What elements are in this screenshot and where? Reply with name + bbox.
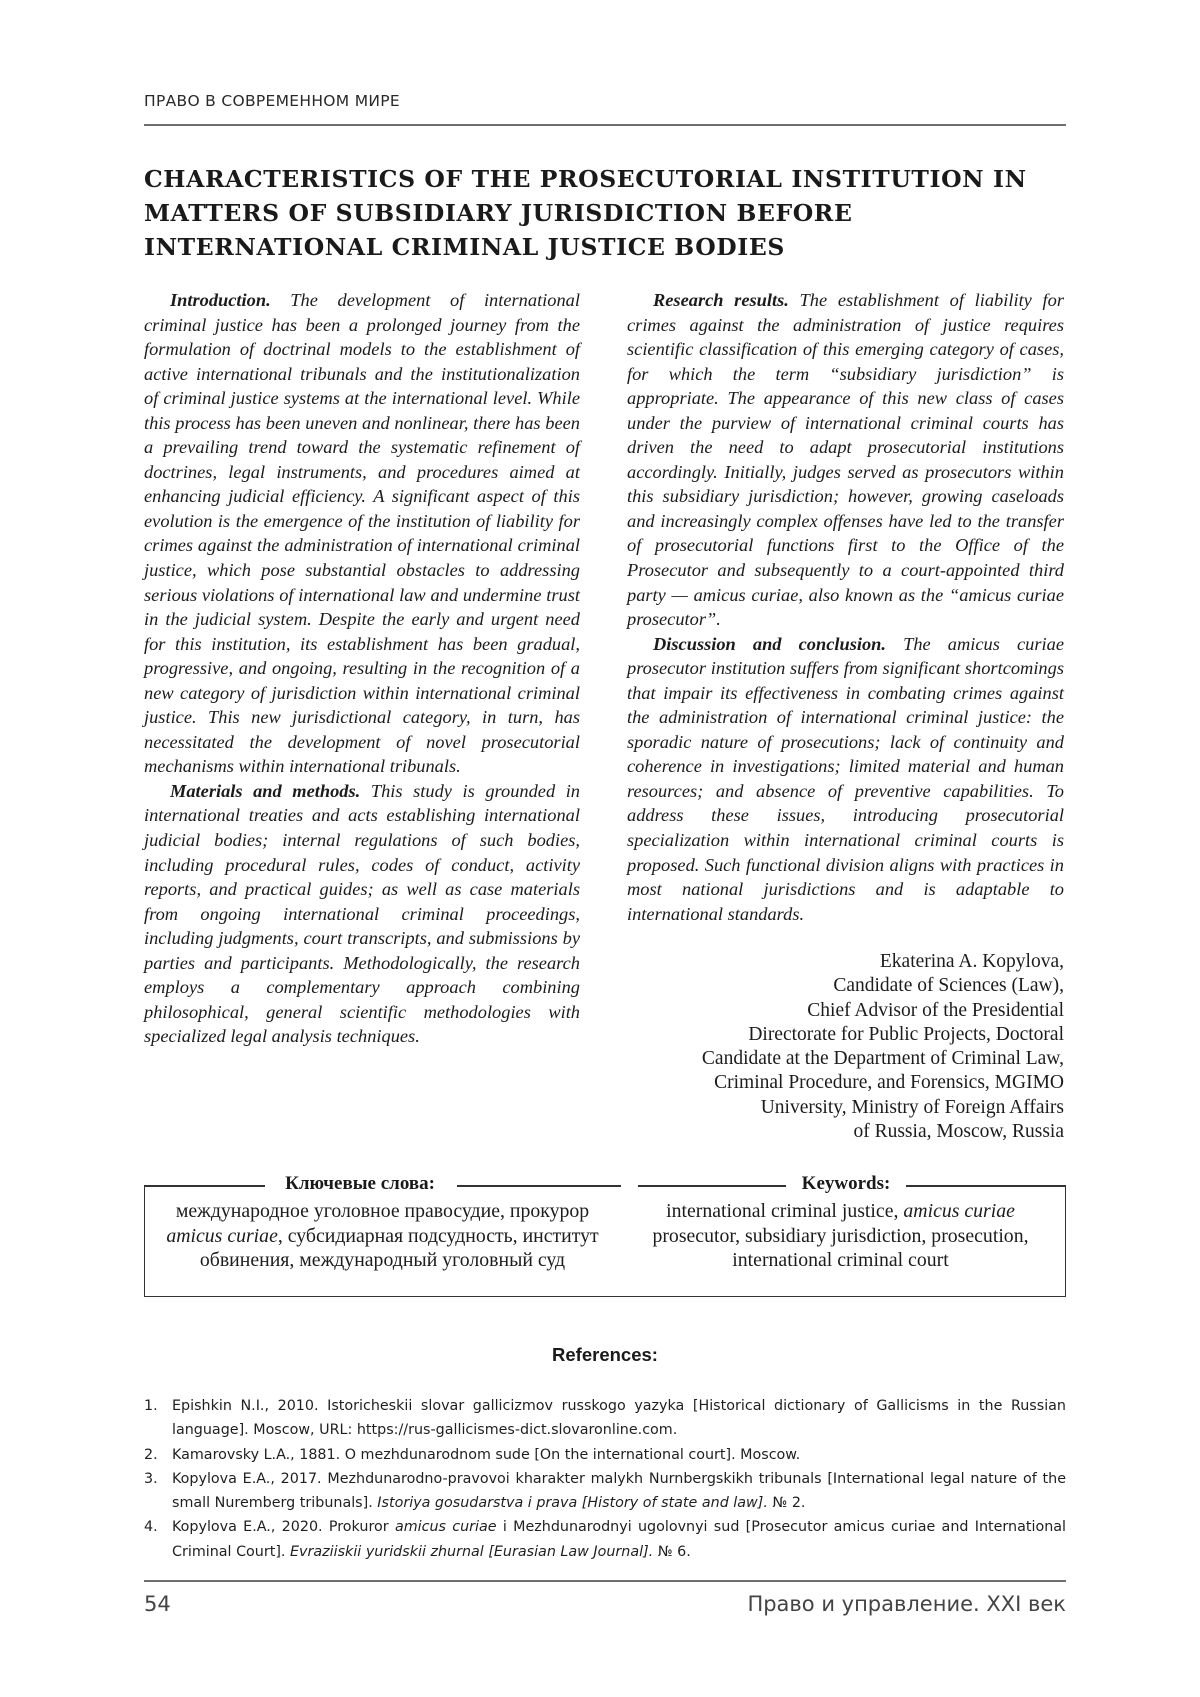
author-name: Ekaterina A. Kopylova, bbox=[879, 951, 1064, 972]
keywords-english-part: prosecutor, subsidiary jurisdiction, prosecution, international criminal court bbox=[652, 1224, 1029, 1271]
keywords-english-label: Keywords: bbox=[794, 1173, 899, 1194]
reference-source: Istoriya gosudarstva i prava [History of state and law]. bbox=[377, 1495, 768, 1512]
keywords-russian-italic: amicus curiae bbox=[166, 1224, 278, 1247]
footer-divider bbox=[144, 1580, 1066, 1582]
reference-text: Kopylova E.A., 2020. Prokuror bbox=[172, 1519, 395, 1536]
reference-item bbox=[144, 1467, 1066, 1516]
keywords-russian-label-wrap bbox=[145, 1172, 575, 1196]
journal-name: Право и управление. XXI век bbox=[747, 1592, 1066, 1616]
reference-item bbox=[144, 1394, 1066, 1443]
author-line: Criminal Procedure, and Forensics, MGIMO bbox=[714, 1072, 1064, 1094]
keywords-russian-text bbox=[153, 1199, 612, 1273]
reference-item bbox=[144, 1515, 1066, 1564]
keywords-english-italic: amicus curiae bbox=[903, 1200, 1015, 1222]
author-line: Directorate for Public Projects, Doctoral bbox=[748, 1023, 1064, 1045]
discussion-paragraph bbox=[627, 632, 1064, 927]
author-block bbox=[627, 950, 1064, 1144]
article-title: CHARACTERISTICS OF THE PROSECUTORIAL INSTITUTION IN MATTERS OF SUBSIDIARY JURISDICTION BEFORE INTERNATIONAL CRIMINAL JUSTICE BODIES bbox=[144, 165, 1027, 261]
reference-text: Epishkin N.I., 2010. Istoricheskii slovar gallicizmov russkogo yazyka [Historical dictionary of Gallicisms in the Russian language]. Moscow, URL: https://rus-gallicismes-dict.slovaronline.com. bbox=[172, 1398, 1066, 1439]
author-line: of Russia, Moscow, Russia bbox=[853, 1121, 1064, 1143]
author-line: Candidate of Sciences (Law), bbox=[833, 975, 1064, 997]
header-divider bbox=[144, 124, 1066, 126]
keywords-english-label-wrap bbox=[620, 1172, 1072, 1196]
results-lead: Research results. bbox=[653, 290, 789, 310]
reference-text: Kamarovsky L.A., 1881. O mezhdunarodnom sude [On the international court]. Moscow. bbox=[172, 1446, 801, 1463]
author-line: University, Ministry of Foreign Affairs bbox=[760, 1096, 1064, 1118]
reference-number: 3. bbox=[144, 1470, 158, 1487]
introduction-paragraph bbox=[144, 288, 580, 779]
reference-issue: № 2. bbox=[767, 1495, 806, 1512]
keywords-russian-part: , субсидиарная подсудность, институт обвинения, международный уголовный суд bbox=[199, 1224, 599, 1271]
results-text: The establishment of liability for crimes against the administration of justice requires scientific classification of this emerging category of cases, for which the term “subsidiary jurisdiction” is appropriate. The appearance of this new class of cases under the purview of international criminal courts has driven the need to adapt prosecutorial institutions accordingly. Initially, judges served as prosecutors within this subsidiary jurisdiction; however, growing caseloads and increasingly complex offenses have led to the transfer of prosecutorial functions first to the Office of the Prosecutor and subsequently to a court-appointed third party — amicus curiae, also known as the “amicus curiae prosecutor”. bbox=[627, 290, 1064, 630]
keywords-english-part: international criminal justice, bbox=[666, 1200, 904, 1222]
introduction-text: The development of international criminal justice has been a prolonged journey from the formulation of doctrinal models to the establishment of active international tribunals and the institutionalization of criminal justice systems at the international level. While this process has been uneven and nonlinear, there has been a prevailing trend toward the systematic refinement of doctrines, legal instruments, and procedures aimed at enhancing judicial efficiency. A significant aspect of this evolution is the emergence of the institution of liability for crimes against the administration of international criminal justice, which pose substantial obstacles to addressing serious violations of international law and undermine trust in the judicial system. Despite the early and urgent need for this institution, its establishment has been gradual, progressive, and ongoing, resulting in the recognition of a new category of jurisdiction within international criminal justice. This new jurisdictional category, in turn, has necessitated the development of novel prosecutorial mechanisms within international tribunals. bbox=[144, 290, 580, 777]
author-line: Candidate at the Department of Criminal Law, bbox=[701, 1048, 1064, 1070]
running-head: ПРАВО В СОВРЕМЕННОМ МИРЕ bbox=[144, 92, 401, 110]
author-line: Chief Advisor of the Presidential bbox=[807, 999, 1064, 1021]
results-paragraph bbox=[627, 288, 1064, 632]
reference-number: 4. bbox=[144, 1519, 158, 1536]
reference-text-cont: i Mezhdunarodnyi ugolovnyi sud [Prosecutor amicus curiae and International Criminal Court]. bbox=[172, 1519, 1066, 1560]
introduction-lead: Introduction. bbox=[170, 290, 271, 310]
reference-issue: № 6. bbox=[653, 1543, 691, 1560]
materials-paragraph bbox=[144, 779, 580, 1049]
reference-text: Kopylova E.A., 2017. Mezhdunarodno-pravovoi kharakter malykh Nurnbergskikh tribunals [International legal nature of the small Nuremberg tribunals]. bbox=[172, 1470, 1066, 1512]
keywords-russian-part: международное уголовное правосудие, прокурор bbox=[175, 1200, 590, 1222]
right-column bbox=[627, 288, 1064, 926]
keywords-english-text bbox=[634, 1199, 1047, 1273]
reference-source: Evraziiskii yuridskii zhurnal [Eurasian Law Journal]. bbox=[290, 1543, 654, 1560]
discussion-text: The amicus curiae prosecutor institution suffers from significant shortcomings that impair its effectiveness in combating crimes against the administration of international criminal justice: the sporadic nature of prosecutions; lack of continuity and coherence in investigations; limited material and human resources; and absence of preventive capabilities. To address these issues, introducing prosecutorial specialization within international criminal courts is proposed. Such functional division aligns with practices in most national jurisdictions and is adaptable to international standards. bbox=[627, 633, 1064, 924]
left-column bbox=[144, 288, 580, 1049]
page-number: 54 bbox=[144, 1592, 171, 1616]
keywords-russian-label: Ключевые слова: bbox=[277, 1173, 443, 1194]
reference-number: 2. bbox=[144, 1446, 158, 1463]
keywords-english-box bbox=[620, 1173, 1066, 1297]
reference-number: 1. bbox=[144, 1398, 158, 1414]
references-list bbox=[144, 1394, 1066, 1564]
reference-italic: amicus curiae bbox=[394, 1519, 497, 1536]
reference-item bbox=[144, 1443, 1066, 1467]
discussion-lead: Discussion and conclusion. bbox=[653, 633, 886, 654]
references-title: References: bbox=[552, 1344, 658, 1365]
materials-text: This study is grounded in international treaties and acts establishing international judicial bodies; internal regulations of such bodies, including procedural rules, codes of conduct, activity reports, and practical guides; as well as case materials from ongoing international criminal proceedings, including judgments, court transcripts, and submissions by parties and participants. Methodologically, the research employs a complementary approach combining philosophical, general scientific methodologies with specialized legal analysis techniques. bbox=[144, 780, 581, 1047]
keywords-russian-box bbox=[144, 1173, 620, 1297]
materials-lead: Materials and methods. bbox=[170, 780, 361, 801]
